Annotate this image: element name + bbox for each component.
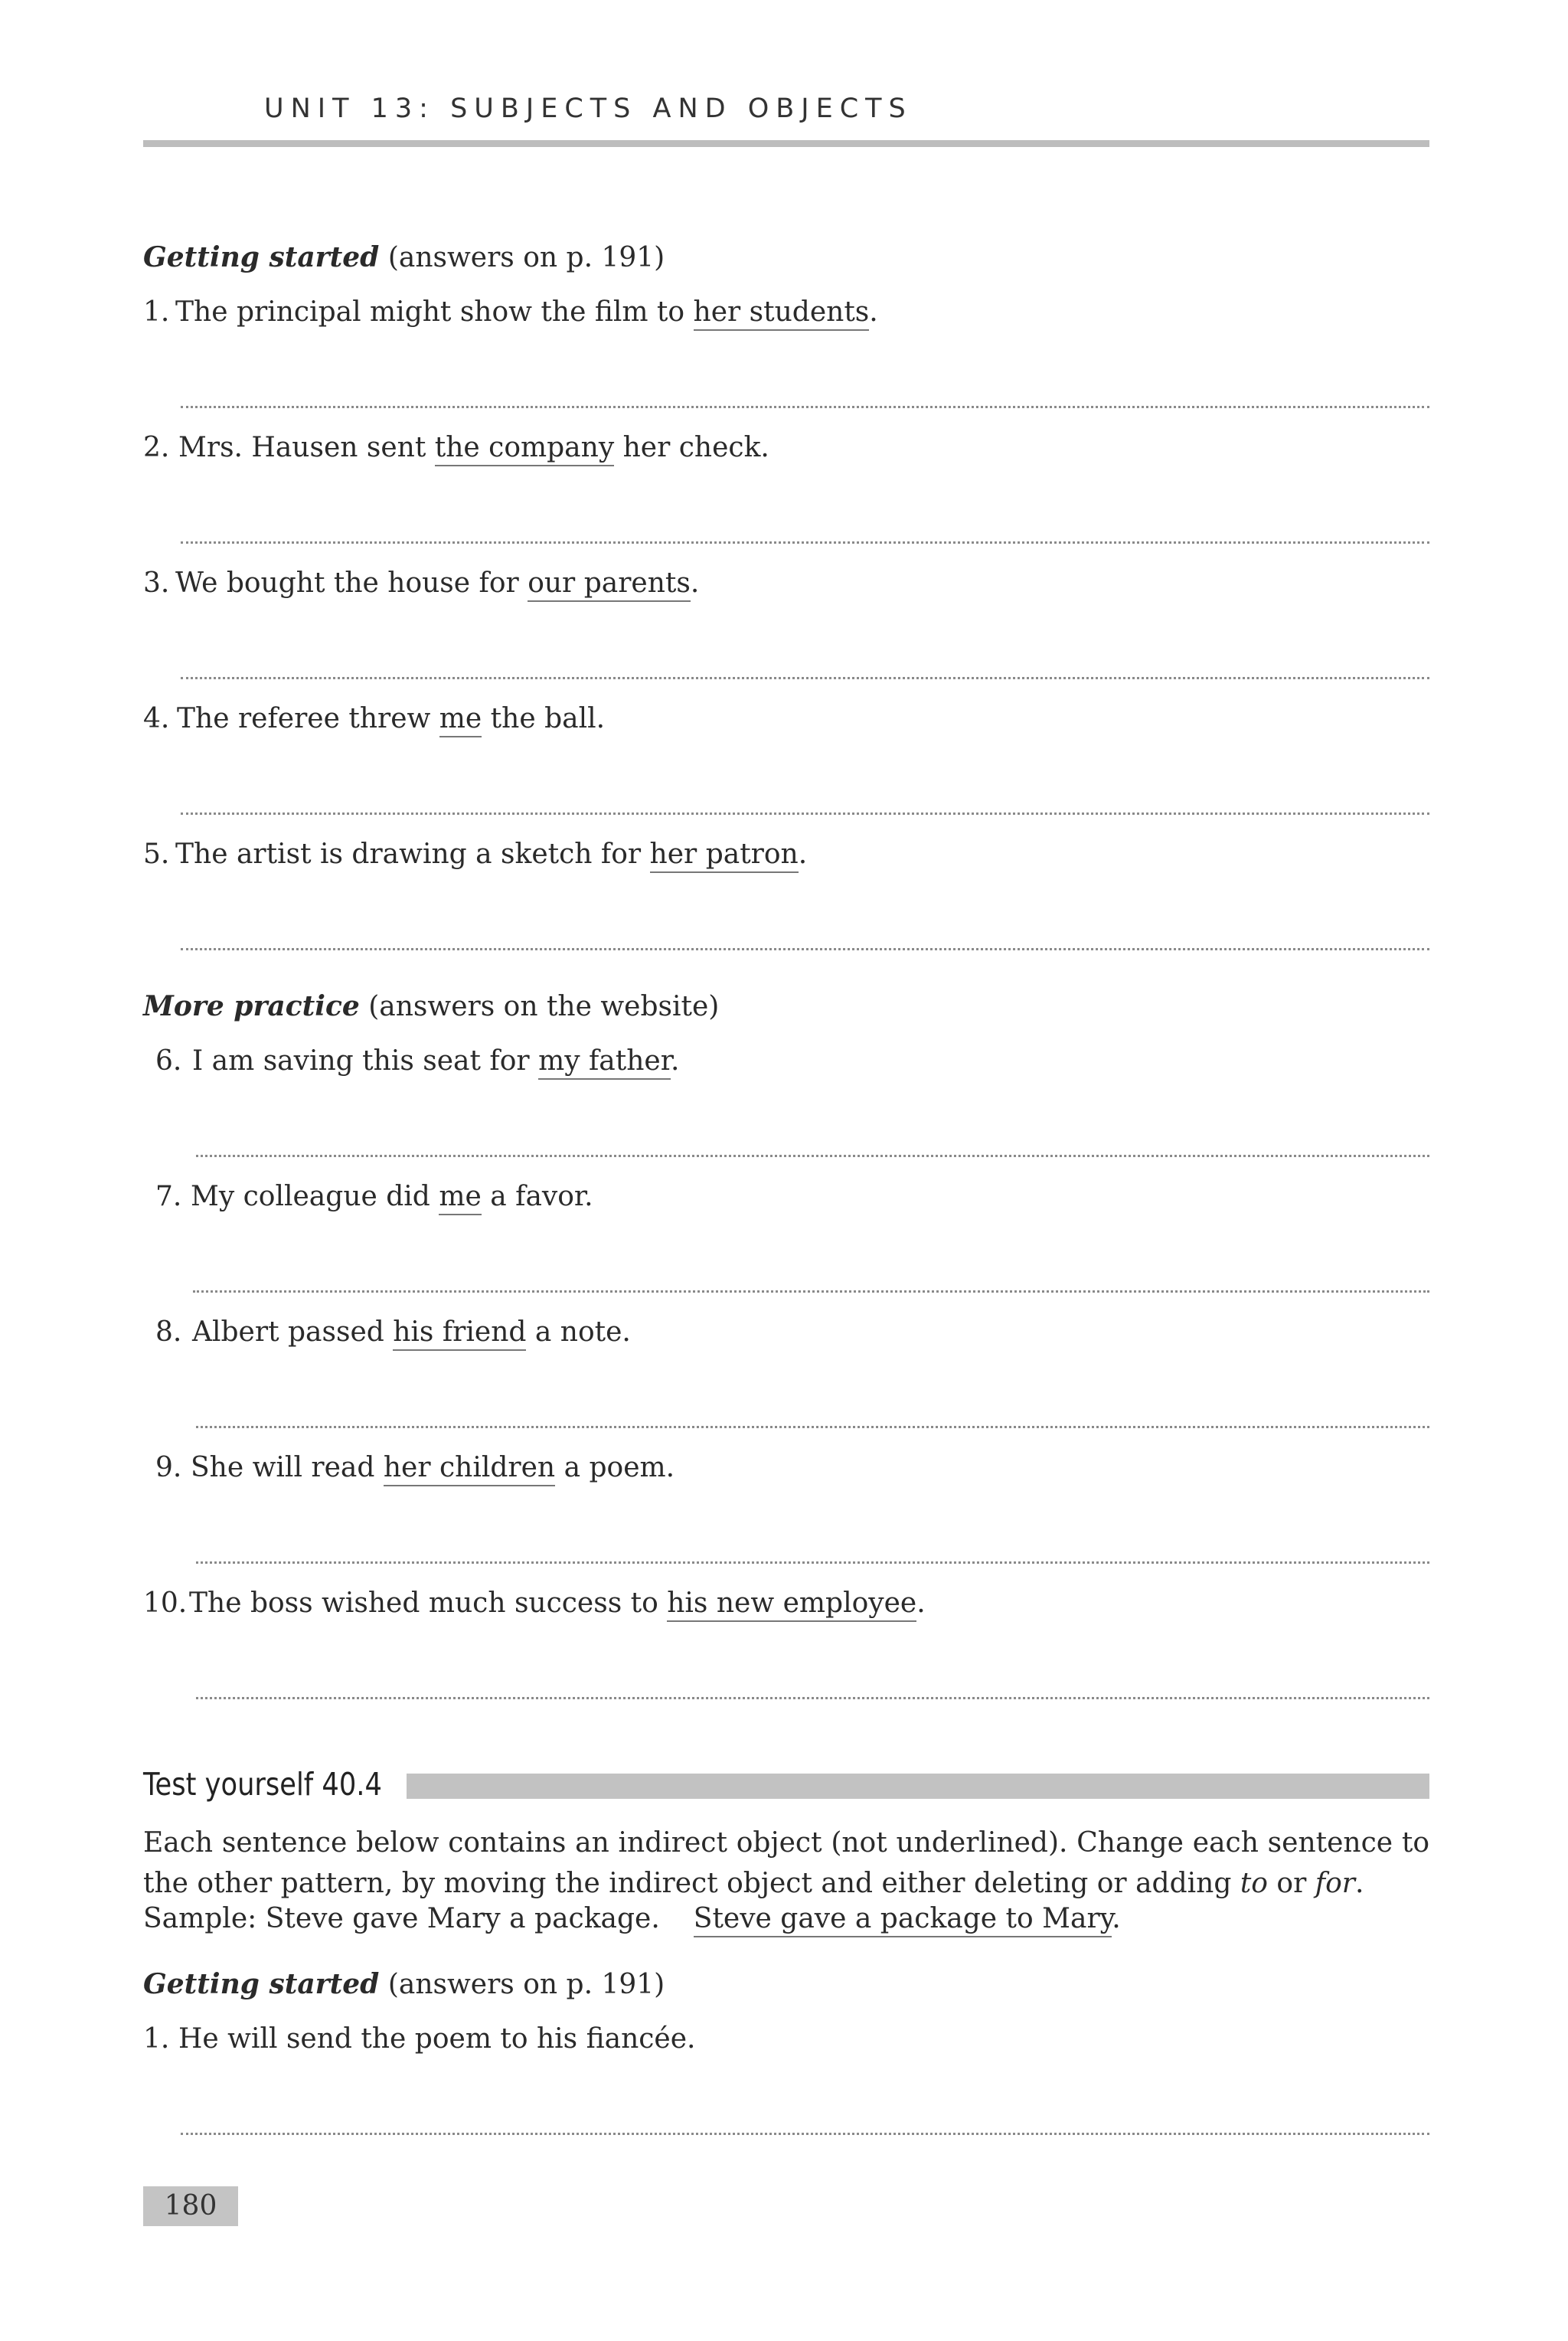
exercise-item <box>143 567 699 600</box>
exercise-item <box>143 838 807 871</box>
answer-line[interactable] <box>196 1155 1429 1157</box>
item-text-end: a note. <box>526 1316 631 1348</box>
item-text: My colleague did <box>191 1181 439 1212</box>
item-text-end: a poem. <box>555 1452 675 1483</box>
section-heading-note: (answers on p. 191) <box>387 242 665 273</box>
answer-line[interactable] <box>181 812 1429 815</box>
answer-line[interactable] <box>181 677 1429 679</box>
section-heading-title: More practice <box>143 990 360 1022</box>
underlined-phrase: the company <box>435 432 614 466</box>
item-number: 8. <box>155 1316 182 1348</box>
answer-line[interactable] <box>196 1426 1429 1428</box>
item-number: 2. <box>143 432 170 463</box>
exercise-item <box>143 702 605 736</box>
exercise-item <box>143 431 769 465</box>
sample-line <box>143 1902 1121 1936</box>
item-text: He will send the poem to his fiancée. <box>178 2023 696 2055</box>
section-heading <box>143 1967 665 2002</box>
header-rule <box>143 140 1429 147</box>
item-number: 1. <box>143 2023 170 2055</box>
exercise-item <box>143 1587 926 1620</box>
instruction-or: or <box>1267 1868 1315 1899</box>
item-text: The principal might show the film to <box>175 296 694 328</box>
exercise-item <box>155 1451 675 1485</box>
item-text-end: a favor. <box>481 1181 593 1212</box>
item-text: Albert passed <box>192 1316 394 1348</box>
exercise-item <box>143 296 878 329</box>
item-number: 6. <box>155 1045 182 1077</box>
underlined-phrase: our parents <box>528 567 691 602</box>
page-number: 180 <box>143 2186 238 2226</box>
item-number: 7. <box>155 1181 182 1212</box>
item-text: She will read <box>191 1452 384 1483</box>
instruction-for: for <box>1315 1868 1355 1899</box>
section-heading <box>143 989 719 1024</box>
underlined-phrase: her children <box>384 1452 555 1486</box>
item-number: 10. <box>143 1587 188 1619</box>
item-number: 5. <box>143 839 170 870</box>
item-number: 1. <box>143 296 170 328</box>
answer-line[interactable] <box>193 1290 1429 1293</box>
item-text-end: . <box>916 1587 926 1619</box>
section-heading <box>143 240 665 275</box>
item-text: Mrs. Hausen sent <box>178 432 435 463</box>
item-text-end: . <box>798 839 808 870</box>
answer-line[interactable] <box>181 406 1429 408</box>
answer-line[interactable] <box>181 948 1429 950</box>
underlined-phrase: her patron <box>650 839 799 873</box>
underlined-phrase: me <box>439 703 482 737</box>
answer-line[interactable] <box>196 1561 1429 1564</box>
section-heading-note: (answers on the website) <box>368 991 720 1022</box>
section-heading-note: (answers on p. 191) <box>387 1969 665 2000</box>
sample-end: . <box>1112 1903 1121 1934</box>
instruction-end: . <box>1354 1868 1364 1899</box>
item-number: 9. <box>155 1452 182 1483</box>
item-number: 4. <box>143 703 170 734</box>
exercise-item <box>155 1045 679 1078</box>
running-head: UNIT 13: SUBJECTS AND OBJECTS <box>264 93 913 124</box>
section-heading-title: Getting started <box>143 241 380 273</box>
test-instructions <box>143 1823 1429 1904</box>
item-text-end: . <box>690 567 700 599</box>
item-text: The referee threw <box>177 703 439 734</box>
item-text: The artist is drawing a sketch for <box>175 839 650 870</box>
answer-line[interactable] <box>196 1697 1429 1699</box>
instruction-text: Each sentence below contains an indirect object (not underlined). Change each sentence to the other pattern, by moving the indirect object and either deleting or adding <box>143 1827 1429 1899</box>
underlined-phrase: me <box>439 1181 481 1215</box>
item-text-end: her check. <box>614 432 769 463</box>
underlined-phrase: her students <box>694 296 870 331</box>
sample-answer: Steve gave a package to Mary <box>694 1903 1112 1937</box>
test-title: Test yourself 40.4 <box>143 1766 382 1803</box>
instruction-to: to <box>1240 1868 1268 1899</box>
exercise-item <box>143 2022 695 2056</box>
item-text: The boss wished much success to <box>189 1587 668 1619</box>
exercise-item <box>155 1316 631 1349</box>
item-text-end: . <box>670 1045 680 1077</box>
item-text: We bought the house for <box>175 567 528 599</box>
item-text-end: the ball. <box>482 703 606 734</box>
underlined-phrase: my father <box>538 1045 671 1080</box>
section-heading-title: Getting started <box>143 1968 380 2000</box>
sample-label: Sample: Steve gave Mary a package. <box>143 1903 660 1934</box>
item-number: 3. <box>143 567 170 599</box>
item-text: I am saving this seat for <box>192 1045 539 1077</box>
underlined-phrase: his new employee <box>667 1587 916 1622</box>
test-title-bar <box>407 1774 1429 1799</box>
answer-line[interactable] <box>181 541 1429 544</box>
underlined-phrase: his friend <box>393 1316 526 1351</box>
exercise-item <box>155 1180 593 1214</box>
answer-line[interactable] <box>181 2133 1429 2135</box>
item-text-end: . <box>869 296 878 328</box>
